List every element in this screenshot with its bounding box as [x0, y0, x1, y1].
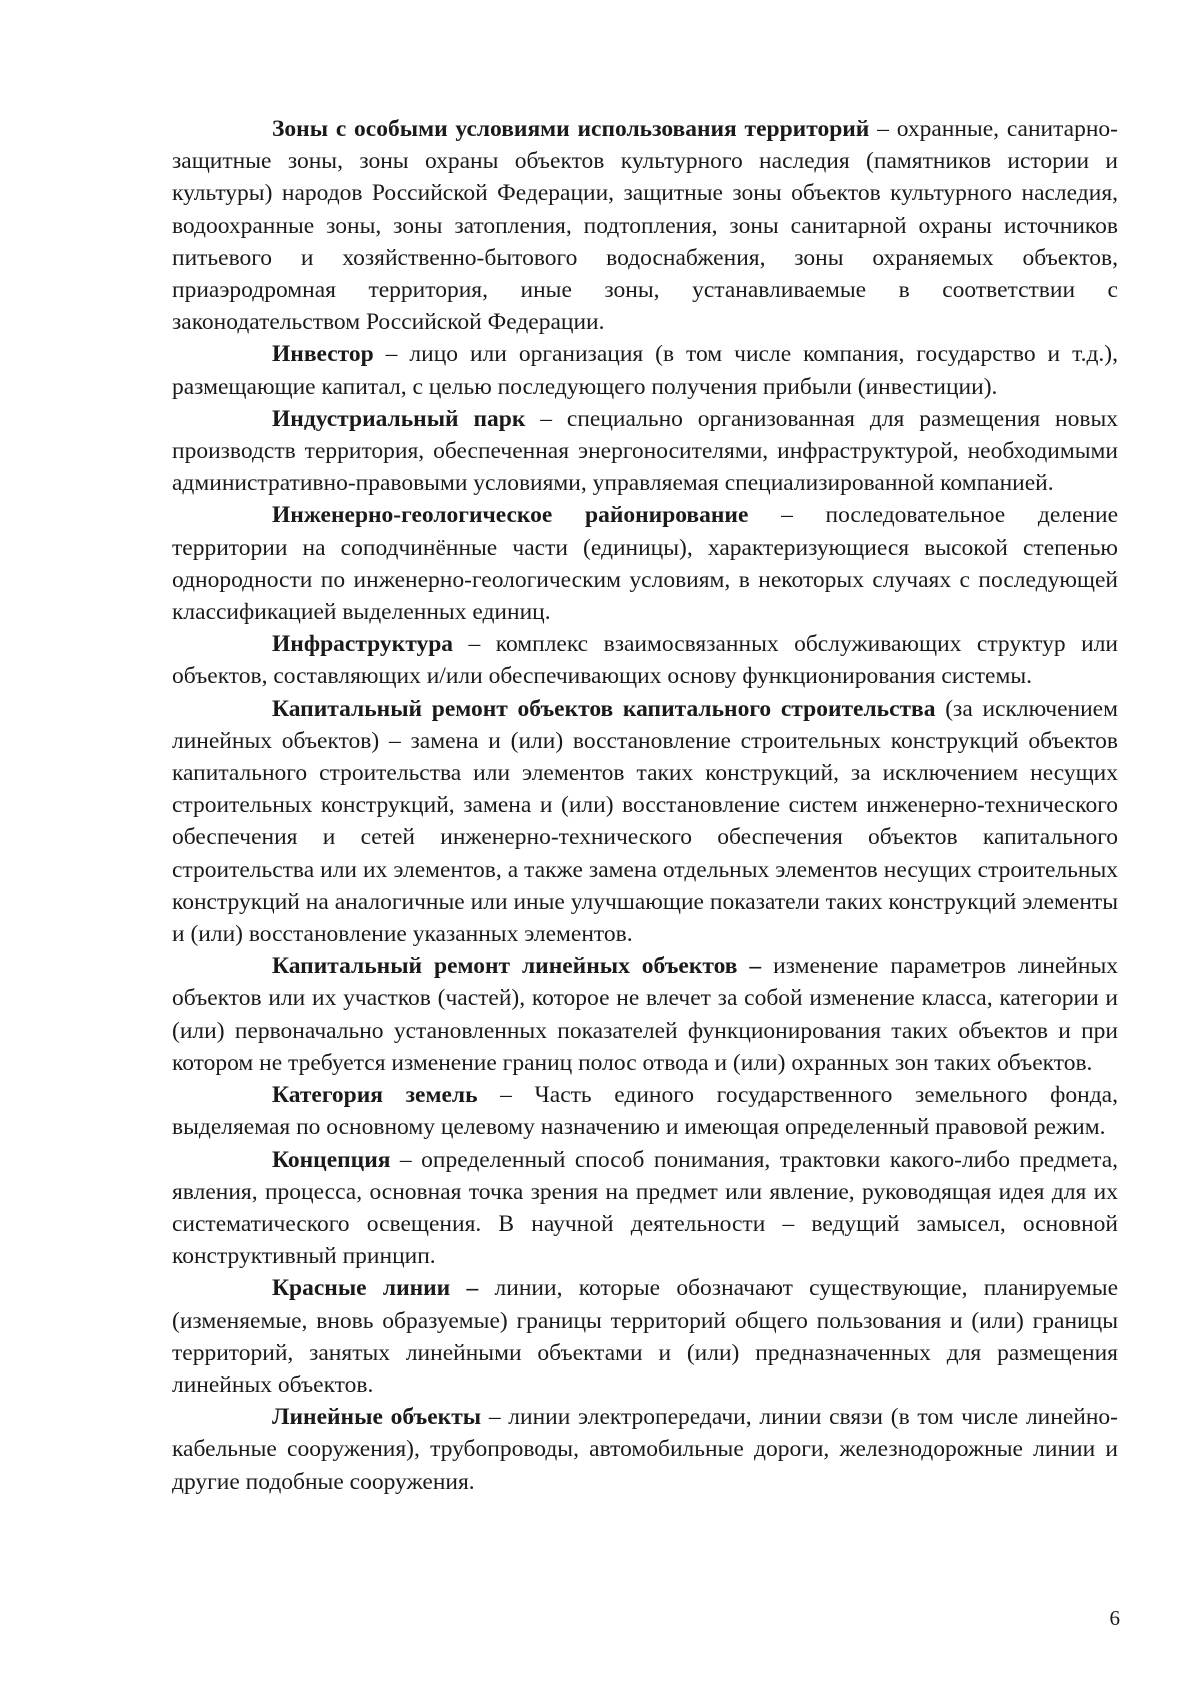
- glossary-entry: [172, 950, 1118, 1079]
- glossary-entry: [172, 403, 1118, 500]
- glossary-term: Линейные объекты: [272, 1404, 482, 1431]
- glossary-entry: [172, 1272, 1118, 1401]
- glossary-entry: [172, 113, 1118, 338]
- glossary-entry: [172, 1079, 1118, 1143]
- glossary-definition: линии, которые обозначают существующие, планируемые (изменяемые, вновь образуемые) границы территорий общего пользования и (или) границы территорий, занятых линейными объектами и (или) предназначенных для размещения линейных объектов.: [172, 1275, 1119, 1398]
- glossary-entry: [172, 1401, 1118, 1498]
- glossary-definition: – линии электропередачи, линии связи (в том числе линейно-кабельные сооружения), трубопроводы, автомобильные дороги, железнодорожные линии и другие подобные сооружения.: [172, 1404, 1118, 1495]
- glossary-entry: [172, 1144, 1118, 1273]
- glossary-term: Зоны с особыми условиями использования территорий: [272, 116, 870, 142]
- glossary-definition: – лицо или организация (в том числе компания, государство и т.д.), размещающие капитал, с целью последующего получения прибыли (инвестиции).: [172, 341, 1118, 400]
- glossary-definition: – последовательное деление территории на соподчинённые части (единицы), характеризующиеся высокой степенью однородности по инженерно-геологическим условиям, в некоторых случаях с последующей классификацией выделенных единиц.: [172, 502, 1118, 626]
- glossary-entry: [172, 693, 1118, 951]
- glossary-definition: (за исключением линейных объектов) – замена и (или) восстановление строительных конструкций объектов капитального строительства или элементов таких конструкций, за исключением несущих строительных конструкций, замена и (или) восстановление систем инженерно-технического обеспечения и сетей инженерно-технического обеспечения объектов капитального строительства или их элементов, а также замена отдельных элементов несущих строительных конструкций на аналогичные или иные улучшающие показатели таких конструкций элементы и (или) восстановление указанных элементов.: [172, 695, 1118, 948]
- glossary-term: Концепция: [272, 1146, 391, 1173]
- glossary-definition: изменение параметров линейных объектов или их участков (частей), которое не влечет за собой изменение класса, категории и (или) первоначально установленных показателей функционирования таких объектов и при котором не требуется изменение границ полос отвода и (или) охранных зон таких объектов.: [172, 953, 1118, 1076]
- glossary-definition: – Часть единого государственного земельного фонда, выделяемая по основному целевому назначению и имеющая определенный правовой режим.: [172, 1082, 1118, 1141]
- glossary-definition: – определенный способ понимания, трактовки какого-либо предмета, явления, процесса, основная точка зрения на предмет или явление, руководящая идея для их систематического освещения. В научной деятельности – ведущий замысел, основной конструктивный принцип.: [172, 1146, 1118, 1270]
- page-number: 6: [1109, 1606, 1120, 1630]
- glossary-definition: – охранные, санитарно-защитные зоны, зоны охраны объектов культурного наследия (памятников истории и культуры) народов Российской Федерации, защитные зоны объектов культурного наследия, водоохранные зоны, зоны затопления, подтопления, зоны санитарной охраны источников питьевого и хозяйственно-бытового водоснабжения, зоны охраняемых объектов, приаэродромная территория, иные зоны, устанавливаемые в соответствии с законодательством Российской Федерации.: [172, 116, 1119, 336]
- glossary-term: Красные линии –: [272, 1275, 479, 1302]
- glossary-entry: [172, 338, 1118, 402]
- glossary-term: Категория земель: [272, 1082, 478, 1109]
- glossary-term: Инженерно-геологическое районирование: [272, 502, 749, 529]
- glossary-definition: – комплекс взаимосвязанных обслуживающих структур или объектов, составляющих и/или обеспечивающих основу функционирования системы.: [172, 631, 1118, 690]
- glossary-entry: [172, 628, 1118, 692]
- glossary-term: Капитальный ремонт линейных объектов –: [272, 953, 762, 980]
- glossary-term: Инвестор: [272, 341, 374, 368]
- document-body: [172, 113, 1118, 1498]
- glossary-term: Индустриальный парк: [272, 405, 526, 432]
- glossary-term: Инфраструктура: [272, 631, 454, 658]
- glossary-entry: [172, 499, 1118, 628]
- glossary-definition: – специально организованная для размещения новых производств территория, обеспеченная энергоносителями, инфраструктурой, необходимыми административно-правовыми условиями, управляемая специализированной компанией.: [172, 405, 1118, 497]
- glossary-term: Капитальный ремонт объектов капитального строительства: [272, 695, 936, 722]
